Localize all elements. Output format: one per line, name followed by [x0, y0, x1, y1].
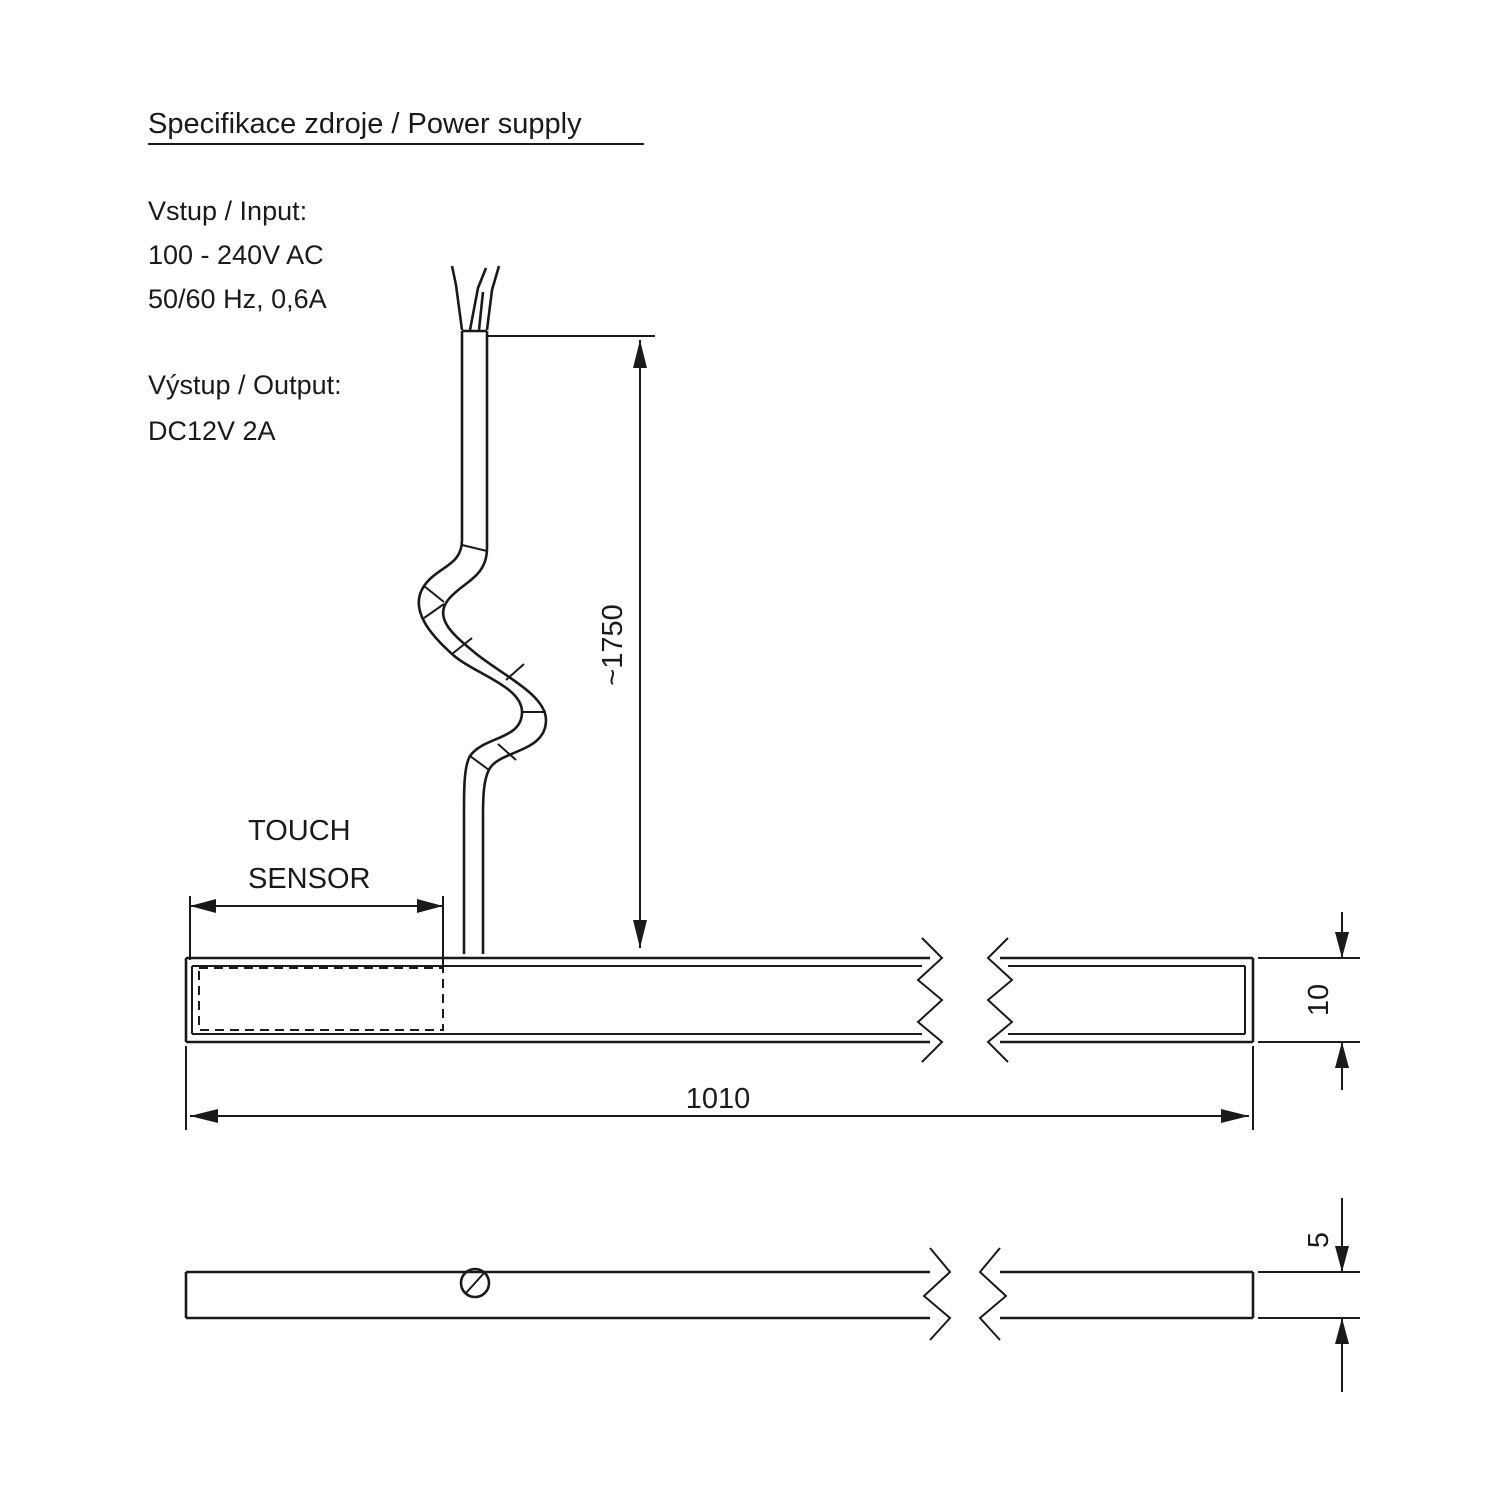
- dim1010-arrow-right: [1221, 1109, 1249, 1123]
- cable-outline-right: [443, 331, 546, 954]
- spec-input-label: Vstup / Input:: [148, 196, 308, 226]
- dim10-text: 10: [1303, 983, 1335, 1017]
- dim1010-arrow-left: [190, 1109, 218, 1123]
- front-view-profile: [186, 938, 1253, 1062]
- side-break-symbol-right: [980, 1248, 1006, 1340]
- cable-outline-left: [419, 331, 522, 954]
- dimension-thickness-5: [1258, 1198, 1360, 1392]
- dim-cable-length-text: ~1750: [597, 604, 629, 686]
- spec-output-line1: DC12V 2A: [148, 416, 276, 446]
- touch-sensor-label-line1: TOUCH: [248, 815, 351, 847]
- cable-wire-right: [487, 266, 499, 330]
- front-break-symbol-left: [918, 938, 942, 1062]
- cable-bend-tick-2: [424, 586, 444, 602]
- touch-sensor-label-line2: SENSOR: [248, 863, 371, 895]
- cable-bend-tick-3: [424, 604, 444, 618]
- cable-hole-slash: [466, 1273, 484, 1293]
- touch-arrow-right: [417, 899, 443, 913]
- dimension-cable-length: [487, 336, 655, 948]
- dim5-text: 5: [1303, 1231, 1335, 1249]
- spec-heading: Specifikace zdroje / Power supply: [148, 108, 582, 140]
- side-break-symbol-left: [924, 1248, 950, 1340]
- spec-output-label: Výstup / Output:: [148, 370, 342, 400]
- cable-wire-left: [452, 266, 462, 330]
- dim5-arrow-top: [1335, 1246, 1349, 1272]
- dim5-arrow-bottom: [1335, 1318, 1349, 1344]
- touch-arrow-left: [190, 899, 216, 913]
- power-cable: [419, 266, 546, 954]
- cable-bend-tick-5: [506, 664, 524, 680]
- dim1010-text: 1010: [685, 1083, 751, 1115]
- dimension-length-1010: [186, 1046, 1253, 1130]
- dimension-height-10: [1258, 912, 1360, 1090]
- cable-bend-tick-8: [470, 756, 489, 770]
- cable-wire-right-inner: [479, 292, 483, 330]
- dim10-arrow-bottom: [1335, 1042, 1349, 1068]
- dim-arrow-top: [633, 340, 647, 368]
- cable-wire-left-inner: [470, 268, 486, 330]
- touch-sensor-zone: [199, 968, 443, 1030]
- side-view-profile: [186, 1248, 1253, 1340]
- cable-bend-tick-1: [462, 545, 487, 551]
- front-break-symbol-right: [988, 938, 1012, 1062]
- touch-sensor-callout: [190, 815, 443, 965]
- spec-input-line1: 100 - 240V AC: [148, 240, 324, 270]
- dim-arrow-bottom: [633, 920, 647, 948]
- spec-input-line2: 50/60 Hz, 0,6A: [148, 284, 327, 314]
- dim10-arrow-top: [1335, 932, 1349, 958]
